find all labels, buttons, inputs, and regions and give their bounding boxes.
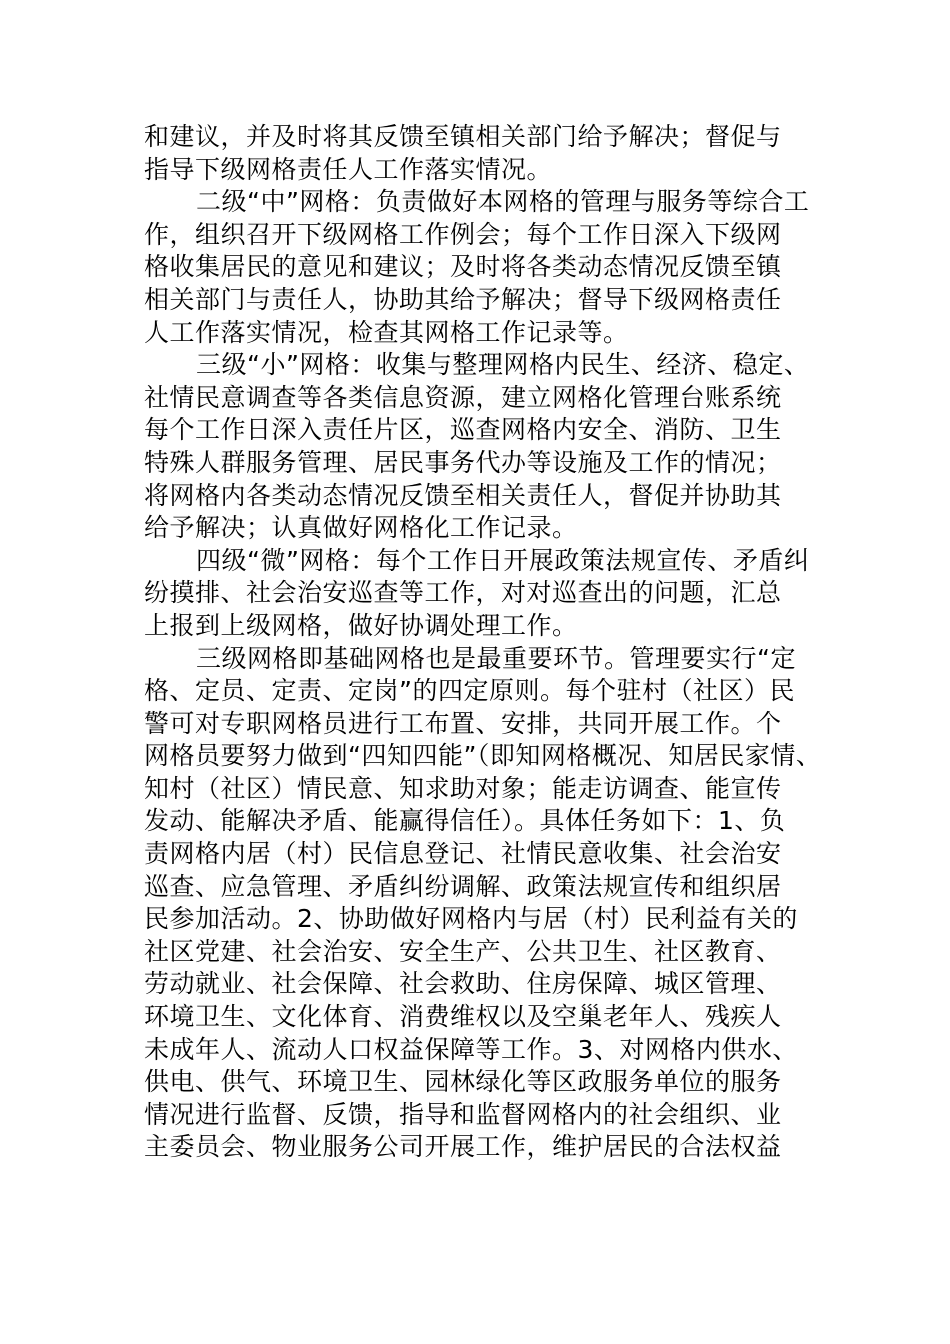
document-body bbox=[144, 121, 822, 1164]
text-line: 相关部门与责任人，协助其给予解决；督导下级网格责任 bbox=[144, 284, 782, 314]
text-line: 未成年人、流动人口权益保障等工作。3、对网格内供水、 bbox=[144, 1034, 798, 1064]
text-line: 二级“中”网格：负责做好本网格的管理与服务等综合工 bbox=[196, 187, 810, 217]
text-line: 人工作落实情况，检查其网格工作记录等。 bbox=[144, 317, 629, 347]
text-line: 主委员会、物业服务公司开展工作，维护居民的合法权益 bbox=[144, 1132, 782, 1162]
paragraph-level-two-grid bbox=[144, 186, 814, 349]
text-line: 警可对专职网格员进行工布置、安排，共同开展工作。个 bbox=[144, 708, 782, 738]
text-line: 巡查、应急管理、矛盾纠纷调解、政策法规宣传和组织居 bbox=[144, 871, 782, 901]
text-line: 每个工作日深入责任片区，巡查网格内安全、消防、卫生 bbox=[144, 415, 782, 445]
paragraph-level-four-grid bbox=[144, 545, 814, 643]
text-line: 环境卫生、文化体育、消费维权以及空巢老年人、残疾人 bbox=[144, 1002, 782, 1032]
text-line: 责网格内居（村）民信息登记、社情民意收集、社会治安 bbox=[144, 839, 782, 869]
text-line: 给予解决；认真做好网格化工作记录。 bbox=[144, 513, 578, 543]
text-line: 知村（社区）情民意、知求助对象；能走访调查、能宣传 bbox=[144, 773, 782, 803]
text-line: 民参加活动。2、协助做好网格内与居（村）民利益有关的 bbox=[144, 904, 798, 934]
text-line: 格收集居民的意见和建议；及时将各类动态情况反馈至镇 bbox=[144, 252, 782, 282]
text-line: 作，组织召开下级网格工作例会；每个工作日深入下级网 bbox=[144, 219, 782, 249]
text-line: 上报到上级网格，做好协调处理工作。 bbox=[144, 610, 578, 640]
text-line: 社情民意调查等各类信息资源，建立网格化管理台账系统 bbox=[144, 382, 782, 412]
text-line: 三级“小”网格：收集与整理网格内民生、经济、稳定、 bbox=[196, 350, 810, 380]
paragraph-level-three-grid bbox=[144, 349, 814, 545]
text-line: 三级网格即基础网格也是最重要环节。管理要实行“定 bbox=[196, 643, 796, 673]
text-line: 指导下级网格责任人工作落实情况。 bbox=[144, 154, 553, 184]
paragraph-continuation bbox=[144, 121, 814, 186]
text-line: 将网格内各类动态情况反馈至相关责任人，督促并协助其 bbox=[144, 480, 782, 510]
text-line: 网格员要努力做到“四知四能”（即知网格概况、知居民家情、 bbox=[144, 741, 822, 771]
text-line: 供电、供气、环境卫生、园林绿化等区政服务单位的服务 bbox=[144, 1067, 782, 1097]
text-line: 格、定员、定责、定岗”的四定原则。每个驻村（社区）民 bbox=[144, 676, 795, 706]
text-line: 劳动就业、社会保障、社会救助、住房保障、城区管理、 bbox=[144, 969, 782, 999]
paragraph-basic-grid-tasks bbox=[144, 643, 822, 1165]
text-line: 发动、能解决矛盾、能赢得信任）。具体任务如下：1、负 bbox=[144, 806, 786, 836]
text-line: 和建议，并及时将其反馈至镇相关部门给予解决；督促与 bbox=[144, 122, 782, 151]
text-line: 纷摸排、社会治安巡查等工作，对对巡查出的问题，汇总 bbox=[144, 578, 782, 608]
text-line: 四级“微”网格：每个工作日开展政策法规宣传、矛盾纠 bbox=[196, 545, 810, 575]
text-line: 情况进行监督、反馈，指导和监督网格内的社会组织、业 bbox=[144, 1099, 782, 1129]
text-line: 社区党建、社会治安、安全生产、公共卫生、社区教育、 bbox=[144, 936, 782, 966]
text-line: 特殊人群服务管理、居民事务代办等设施及工作的情况； bbox=[144, 447, 782, 477]
